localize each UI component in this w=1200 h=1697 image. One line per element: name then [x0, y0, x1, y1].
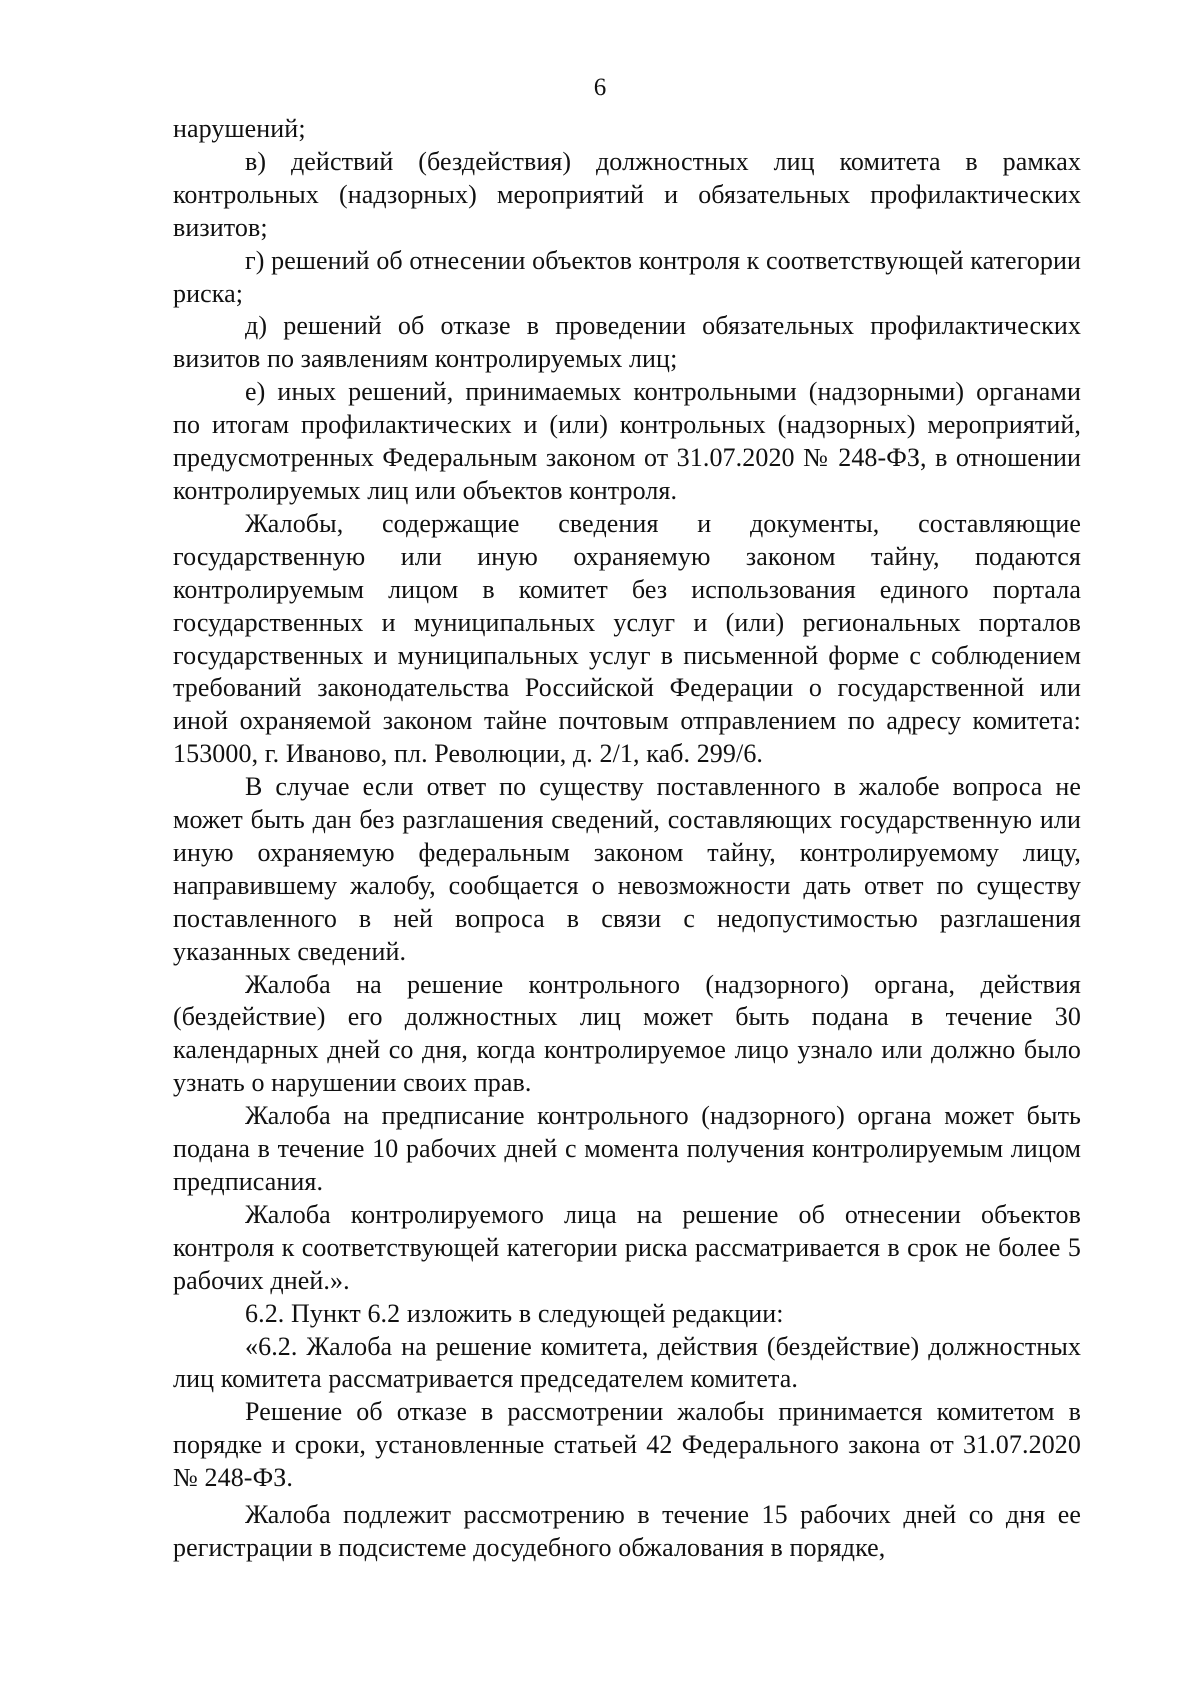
paragraph-complaint-30-days: Жалоба на решение контрольного (надзорного) органа, действия (бездействие) его должностных лиц может быть подана в течение 30 календарных дней со дня, когда контролируемое лицо узнало или должно было узнать о нарушении своих прав.	[173, 969, 1081, 1098]
paragraph-continuation: нарушений;	[173, 114, 306, 143]
paragraph-refusal-decision: Решение об отказе в рассмотрении жалобы принимается комитетом в порядке и сроки, установленные статьей 42 Федерального закона от 31.07.2020 № 248-ФЗ.	[173, 1397, 1081, 1493]
list-item-g: г) решений об отнесении объектов контроля к соответствующей категории риска;	[173, 245, 1081, 308]
page-number: 6	[593, 74, 607, 101]
paragraph-amendment-6-2: 6.2. Пункт 6.2 изложить в следующей редакции:	[245, 1298, 784, 1328]
list-item-v: в) действий (бездействия) должностных лиц комитета в рамках контрольных (надзорных) мероприятий и обязательных профилактических визитов;	[173, 146, 1081, 242]
paragraph-review-15-days: Жалоба подлежит рассмотрению в течение 15 рабочих дней со дня ее регистрации в подсистеме досудебного обжалования в порядке,	[173, 1500, 1081, 1562]
list-item-d: д) решений об отказе в проведении обязательных профилактических визитов по заявлениям контролируемых лиц;	[173, 311, 1081, 374]
paragraph-complaint-prescription: Жалоба на предписание контрольного (надзорного) органа может быть подана в течение 10 рабочих дней с момента получения контролируемым лицом предписания.	[173, 1101, 1081, 1196]
paragraph-secret-complaints: Жалобы, содержащие сведения и документы, составляющие государственную или иную охраняемую законом тайну, подаются контролируемым лицом в комитет без использования единого портала государственных и муниципальных услуг и (или) региональных порталов государственных и муниципальных услуг в письменной форме с соблюдением требований законодательства Российской Федерации о государственной или иной охраняемой законом тайне почтовым отправлением по адресу комитета: 153000, г. Иваново, пл. Революции, д. 2/1, каб. 299/6.	[173, 508, 1081, 769]
paragraph-6-2-text: «6.2. Жалоба на решение комитета, действия (бездействие) должностных лиц комитета рассматривается председателем комитета.	[173, 1331, 1081, 1394]
list-item-e: е) иных решений, принимаемых контрольными (надзорными) органами по итогам профилактических и (или) контрольных (надзорных) мероприятий, предусмотренных Федеральным законом от 31.07.2020 № 248-ФЗ, в отношении контролируемых лиц или объектов контроля.	[173, 377, 1081, 505]
paragraph-disclosure-impossible: В случае если ответ по существу поставленного в жалобе вопроса не может быть дан без разглашения сведений, составляющих государственную или иную охраняемую федеральным законом тайну, контролируемому лицу, направившему жалобу, сообщается о невозможности дать ответ по существу поставленного в ней вопроса в связи с недопустимостью разглашения указанных сведений.	[173, 772, 1081, 966]
paragraph-complaint-risk-category: Жалоба контролируемого лица на решение об отнесении объектов контроля к соответствующей категории риска рассматривается в срок не более 5 рабочих дней.».	[173, 1199, 1081, 1295]
document-body	[173, 113, 1081, 1565]
